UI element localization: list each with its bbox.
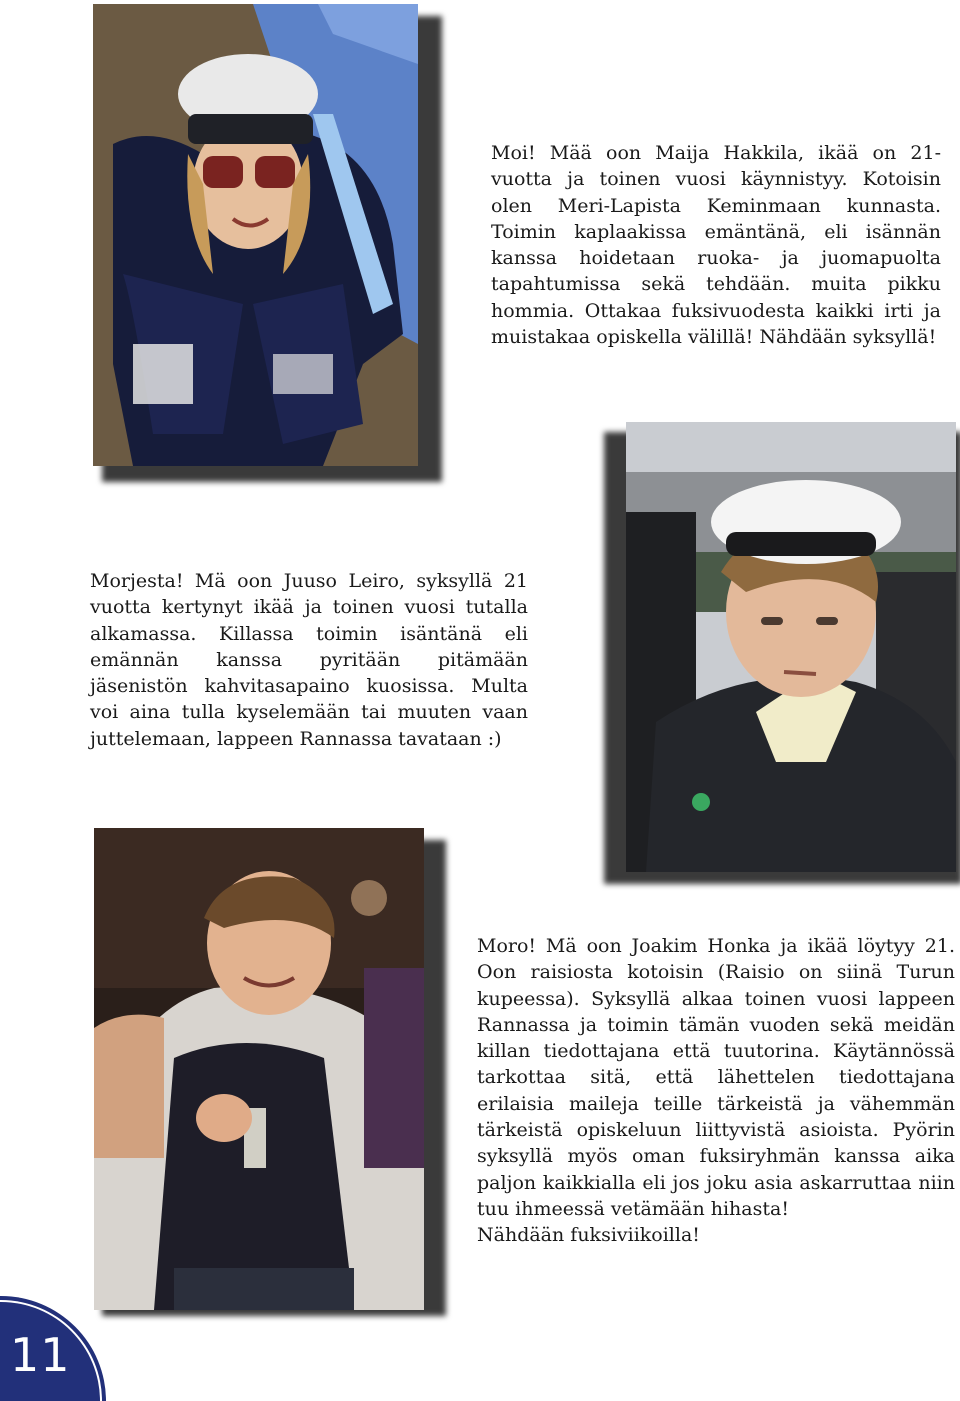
photo-juuso — [626, 422, 956, 872]
bio-joakim — [477, 933, 955, 1249]
bio-juuso-text: Morjesta! Mä oon Juuso Leiro, syksyllä 21 vuotta kertynyt ikää ja toinen vuosi tutalla alkamassa. Killassa toimin isäntänä eli emännän kanssa pyritään pitämään jäsenistön kahvitasapaino kuosissa. Multa voi aina tulla kyselemään tai muuten vaan juttelemaan, lappeen Rannassa tavataan :) — [90, 570, 528, 750]
bio-maija-text: Moi! Mää oon Maija Hakkila, ikää on 21-vuotta ja toinen vuosi käynnistyy. Kotoisin olen Meri-Lapista Keminmaan kunnasta. Toimin kaplaakissa emäntänä, eli isännän kanssa hoidetaan ruoka- ja juomapuolta tapahtumissa sekä tehdään. muita pikku hommia. Ottakaa fuksivuodesta kaikki irti ja muistakaa opiskella välillä! Nähdään syksyllä! — [491, 142, 941, 349]
photo-maija — [93, 4, 418, 466]
page-number: 11 — [10, 1328, 71, 1382]
bio-joakim-closing: Nähdään fuksiviikoilla! — [477, 1224, 700, 1247]
bio-maija — [491, 140, 941, 350]
bio-juuso — [90, 568, 528, 752]
bio-joakim-text: Moro! Mä oon Joakim Honka ja ikää löytyy 21. Oon raisiosta kotoisin (Raisio on siinä Turun kupeessa). Syksyllä alkaa toinen vuosi lappeen Rannassa ja toimin tämän vuoden sekä meidän killan tiedottajana että tuutorina. Käytännössä tarkottaa sitä, että lähettelen tiedottajana erilaisia maileja teille tärkeistä ja vähemmän tärkeistä opiskeluun liittyvistä asioista. Pyörin syksyllä myös oman fuksiryhmän kanssa aika paljon kaikkialla eli jos joku asia askarruttaa niin tuu ihmeessä vetämään hihasta! — [477, 935, 955, 1220]
photo-joakim — [94, 828, 424, 1310]
